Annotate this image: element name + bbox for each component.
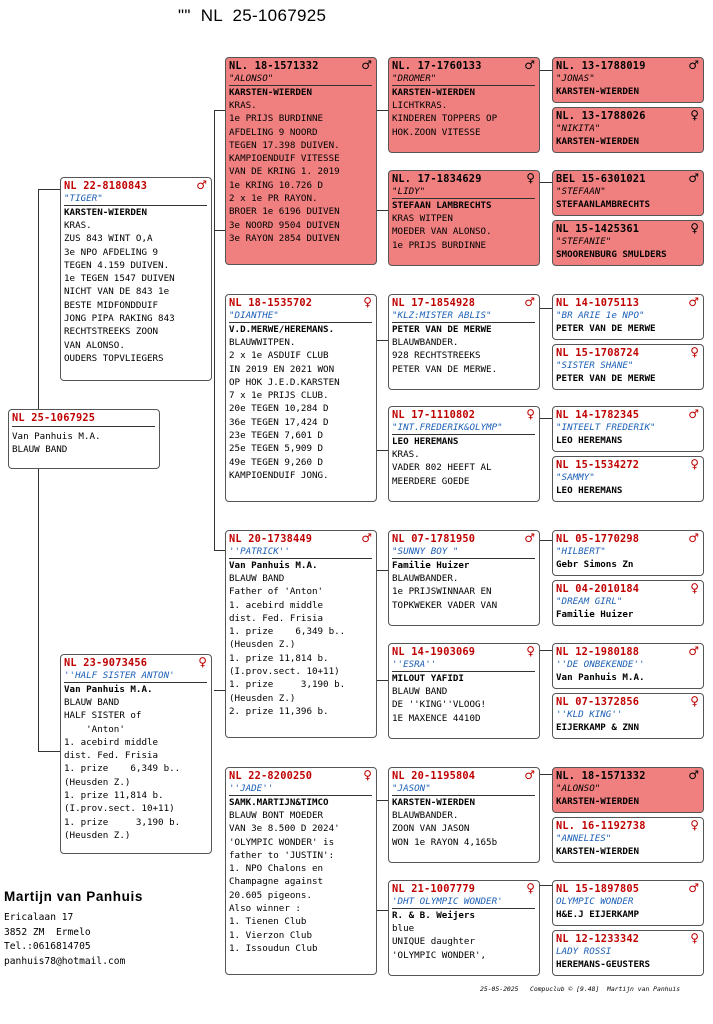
owner-name: KARSTEN-WIERDEN — [556, 136, 639, 147]
female-icon: ♀ — [690, 345, 699, 359]
pigeon-card-g4-8[interactable] — [552, 456, 704, 502]
breeder-name: Martijn van Panhuis — [4, 889, 143, 904]
pigeon-card-ggp6[interactable] — [388, 643, 540, 739]
connector — [38, 189, 60, 190]
pigeon-name: ''DE ONBEKENDE'' — [556, 659, 645, 670]
pigeon-card-ggp8[interactable] — [388, 880, 540, 976]
pigeon-card-ggp4[interactable] — [388, 406, 540, 502]
connector — [540, 418, 552, 419]
ring-number: NL 18-1535702 — [229, 297, 313, 309]
owner-name: Gebr Simons Zn — [556, 559, 634, 570]
owner-name: HEREMANS-GEUSTERS — [556, 959, 651, 970]
owner-name: Familie Huizer — [556, 609, 634, 620]
pedigree-notes: BLAUWBANDER. ZOON VAN JASON WON 1e RAYON 4,165b — [392, 810, 498, 848]
print-credit: 25-05-2025 Compuclub © [9.48] Martijn van Panhuis — [480, 985, 681, 993]
ring-number: NL 20-1195804 — [392, 770, 476, 782]
female-icon: ♀ — [526, 171, 535, 185]
pigeon-name: "DIANTHE" — [229, 309, 372, 323]
male-icon: ♂ — [196, 178, 207, 192]
connector — [38, 751, 60, 752]
owner-name: Van Panhuis M.A. — [229, 560, 318, 571]
connector — [214, 110, 215, 550]
owner-name: PETER VAN DE MERWE — [556, 373, 656, 384]
owner-name: KARSTEN-WIERDEN — [556, 796, 639, 807]
male-icon: ♂ — [688, 58, 699, 72]
ring-number: NL 12-1980188 — [556, 646, 640, 658]
pigeon-name: "ALONSO" — [556, 783, 601, 794]
pedigree-notes: BLAUW BAND Father of 'Anton' 1. acebird middle dist. Fed. Frisia 1. prize 6,349 b.. (Heusden Z.) 1. prize 11,814 b. (I.prov.sect. 10+11) 1. prize 3,190 b. (Heusden Z.) 2. prize 11,396 b. — [229, 573, 346, 717]
ring-number: NL 07-1781950 — [392, 533, 476, 545]
pigeon-name: LADY ROSSI — [556, 946, 612, 957]
pigeon-name: "INT.FREDERIK&OLYMP" — [392, 421, 535, 435]
ring-number: NL 20-1738449 — [229, 533, 313, 545]
connector — [540, 308, 552, 309]
pigeon-card-g4-4[interactable] — [552, 220, 704, 266]
pigeon-card-g4-6[interactable] — [552, 344, 704, 390]
pedigree-notes: blue UNIQUE daughter 'OLYMPIC WONDER', — [392, 923, 487, 961]
owner-name: LEO HEREMANS — [556, 485, 623, 496]
female-icon: ♀ — [363, 295, 372, 309]
pigeon-name: OLYMPIC WONDER — [556, 896, 634, 907]
pigeon-name: ''ESRA'' — [392, 658, 535, 672]
female-icon: ♀ — [526, 407, 535, 421]
female-icon: ♀ — [690, 221, 699, 235]
owner-name: LEO HEREMANS — [392, 436, 459, 447]
pigeon-card-ggp3[interactable] — [388, 294, 540, 390]
pigeon-card-g4-10[interactable] — [552, 580, 704, 626]
ring-number: NL 17-1110802 — [392, 409, 476, 421]
connector — [540, 650, 552, 651]
pigeon-name: "STEFAAN" — [556, 186, 606, 197]
ring-number: NL. 17-1834629 — [392, 173, 482, 185]
male-icon: ♂ — [688, 171, 699, 185]
owner-name: KARSTEN-WIERDEN — [392, 797, 475, 808]
owner-name: LEO HEREMANS — [556, 435, 623, 446]
pigeon-card-sire[interactable] — [60, 177, 212, 381]
ring-number: NL 23-9073456 — [64, 657, 148, 669]
ring-number: NL 04-2010184 — [556, 583, 640, 595]
ring-number: NL. 18-1571332 — [229, 60, 319, 72]
ring-number: NL 15-1897805 — [556, 883, 640, 895]
pigeon-card-g4-14[interactable] — [552, 817, 704, 863]
male-icon: ♂ — [688, 407, 699, 421]
ring-number: NL 05-1770298 — [556, 533, 640, 545]
ring-number: NL 07-1372856 — [556, 696, 640, 708]
pigeon-card-g4-5[interactable] — [552, 294, 704, 340]
male-icon: ♂ — [361, 58, 372, 72]
ring-number: NL. 18-1571332 — [556, 770, 646, 782]
owner-name: KARSTEN-WIERDEN — [229, 87, 312, 98]
pigeon-card-ggp5[interactable] — [388, 530, 540, 626]
pedigree-notes: Van Panhuis M.A. BLAUW BAND — [12, 431, 101, 456]
female-icon: ♀ — [690, 108, 699, 122]
pigeon-card-g4-3[interactable] — [552, 170, 704, 216]
pigeon-card-ggp2[interactable] — [388, 170, 540, 266]
male-icon: ♂ — [524, 295, 535, 309]
pigeon-name: "INTEELT FREDERIK" — [556, 422, 656, 433]
pigeon-card-g4-15[interactable] — [552, 880, 704, 926]
female-icon: ♀ — [526, 644, 535, 658]
male-icon: ♂ — [688, 644, 699, 658]
email-link[interactable]: panhuis78@hotmail.com — [4, 955, 126, 967]
ring-number: NL. 16-1192738 — [556, 820, 646, 832]
pedigree-notes: BLAUWBANDER. 1e PRIJSWINNAAR EN TOPKWEKER VADER VAN — [392, 573, 498, 611]
ring-number: NL 15-1708724 — [556, 347, 640, 359]
ring-number: NL 14-1075113 — [556, 297, 640, 309]
owner-name: STEFAAN LAMBRECHTS — [392, 200, 492, 211]
pedigree-notes: BLAUW BONT MOEDER VAN 3e 8.500 D 2024' 'OLYMPIC WONDER' is father to 'JUSTIN': 1. NPO Chalons en Champagne against 20.605 pigeons. Also winner : 1. Tienen Club 1. Vierzon Club 1. Issoudun Club — [229, 810, 340, 954]
male-icon: ♂ — [524, 531, 535, 545]
connector — [38, 189, 39, 411]
pigeon-name: "JONAS" — [556, 73, 595, 84]
page-title: "" NL 25-1067925 — [178, 6, 327, 25]
ring-number: NL 12-1233342 — [556, 933, 640, 945]
owner-name: MILOUT YAFIDI — [392, 673, 464, 684]
pigeon-card-g4-13[interactable] — [552, 767, 704, 813]
connector — [540, 70, 552, 71]
owner-name: PETER VAN DE MERWE — [556, 323, 656, 334]
male-icon: ♂ — [524, 58, 535, 72]
female-icon: ♀ — [690, 694, 699, 708]
pigeon-card-g4-2[interactable] — [552, 107, 704, 153]
pigeon-name: "DROMER" — [392, 72, 535, 86]
pigeon-card-g4-11[interactable] — [552, 643, 704, 689]
female-icon: ♀ — [690, 931, 699, 945]
male-icon: ♂ — [688, 768, 699, 782]
pedigree-notes: BLAUWBANDER. 928 RECHTSTREEKS PETER VAN DE MERWE. — [392, 337, 498, 375]
male-icon: ♂ — [361, 531, 372, 545]
pigeon-card-g4-7[interactable] — [552, 406, 704, 452]
connector — [38, 469, 39, 751]
male-icon: ♂ — [524, 768, 535, 782]
pigeon-name: "TIGER" — [64, 192, 207, 206]
ring-number: NL. 17-1760133 — [392, 60, 482, 72]
ring-number: NL 15-1425361 — [556, 223, 640, 235]
pigeon-card-gp3[interactable] — [225, 530, 377, 738]
pigeon-name: ''JADE'' — [229, 782, 372, 796]
ring-number: NL 22-8200250 — [229, 770, 313, 782]
pigeon-name: "NIKITA" — [556, 123, 601, 134]
pigeon-card-ggp7[interactable] — [388, 767, 540, 863]
pedigree-notes: KRAS. 1e PRIJS BURDINNE AFDELING 9 NOORD TEGEN 17.398 DUIVEN. KAMPIOENDUIF VITESSE VAN DE KRING 1. 2019 1e KRING 10.726 D 2 x 1e PR RAYON. BROER 1e 6196 DUIVEN 3e NOORD 9504 DUIVEN 3e RAYON 2854 DUIVEN — [229, 100, 340, 244]
male-icon: ♂ — [688, 881, 699, 895]
owner-name: H&E.J EIJERKAMP — [556, 909, 639, 920]
owner-name: KARSTEN-WIERDEN — [556, 846, 639, 857]
pigeon-name: "DREAM GIRL" — [556, 596, 623, 607]
ring-number: NL 15-1534272 — [556, 459, 640, 471]
pigeon-card-g4-9[interactable] — [552, 530, 704, 576]
connector — [540, 540, 552, 541]
female-icon: ♀ — [690, 581, 699, 595]
owner-name: EIJERKAMP & ZNN — [556, 722, 639, 733]
pigeon-card-dam[interactable] — [60, 654, 212, 854]
ring-number: NL 14-1782345 — [556, 409, 640, 421]
breeder-contact: Ericalaan 17 3852 ZM Ermelo Tel.:0616814705 panhuis78@hotmail.com — [4, 912, 126, 967]
ring-number: NL 25-1067925 — [12, 412, 155, 427]
pigeon-name: "SISTER SHANE" — [556, 360, 634, 371]
owner-name: PETER VAN DE MERWE — [392, 324, 492, 335]
pedigree-notes: KRAS WITPEN MOEDER VAN ALONSO. 1e PRIJS BURDINNE — [392, 213, 492, 251]
pedigree-notes: BLAUWWITPEN. 2 x 1e ASDUIF CLUB IN 2019 EN 2021 WON OP HOK J.E.D.KARSTEN 7 x 1e PRIJS CLUB. 20e TEGEN 10,284 D 36e TEGEN 17,424 D 23e TEGEN 7,601 D 25e TEGEN 5,909 D 49e TEGEN 9,260 D KAMPIOENDUIF JONG. — [229, 337, 340, 481]
owner-name: V.D.MERWE/HEREMANS. — [229, 324, 335, 335]
pedigree-notes: KRAS. ZUS 843 WINT O,A 3e NPO AFDELING 9 TEGEN 4.159 DUIVEN. 1e TEGEN 1547 DUIVEN NICHT VAN DE 843 1e BESTE MIDFONDDUIF JONG PIPA RAKING 843 RECHTSTREEKS ZOON VAN ALONSO. OUDERS TOPVLIEGERS — [64, 220, 175, 364]
owner-name: SMOORENBURG SMULDERS — [556, 249, 667, 260]
pigeon-name: ''HALF SISTER ANTON' — [64, 669, 207, 683]
pigeon-card-gp4[interactable] — [225, 767, 377, 975]
pedigree-notes: LICHTKRAS. KINDEREN TOPPERS OP HOK.ZOON VITESSE — [392, 100, 498, 138]
owner-name: STEFAANLAMBRECHTS — [556, 199, 651, 210]
pigeon-card-g4-16[interactable] — [552, 930, 704, 976]
pigeon-name: "KLZ:MISTER ABLIS" — [392, 309, 535, 323]
owner-name: KARSTEN-WIERDEN — [392, 87, 475, 98]
pigeon-name: "ALONSO" — [229, 72, 372, 86]
ring-number: NL 17-1854928 — [392, 297, 476, 309]
pigeon-name: "JASON" — [392, 782, 535, 796]
pigeon-name: "BR ARIE 1e NPO" — [556, 310, 645, 321]
owner-name: KARSTEN-WIERDEN — [556, 86, 639, 97]
pigeon-name: ''PATRICK'' — [229, 545, 372, 559]
male-icon: ♂ — [688, 531, 699, 545]
female-icon: ♀ — [526, 881, 535, 895]
pigeon-name: "SUNNY BOY " — [392, 545, 535, 559]
pigeon-name: "ANNELIES" — [556, 833, 612, 844]
pedigree-notes: KRAS. VADER 802 HEEFT AL MEERDERE GOEDE — [392, 449, 492, 487]
owner-name: KARSTEN-WIERDEN — [64, 207, 147, 218]
pedigree-notes: BLAUW BAND HALF SISTER of 'Anton' 1. acebird middle dist. Fed. Frisia 1. prize 6,349 b.. (Heusden Z.) 1. prize 11,814 b. (I.prov.sect. 10+11) 1. prize 3,190 b. (Heusden Z.) — [64, 697, 181, 841]
pigeon-card-ggp1[interactable] — [388, 57, 540, 153]
owner-name: R. & B. Weijers — [392, 910, 475, 921]
ring-number: NL. 13-1788019 — [556, 60, 646, 72]
pigeon-card-root[interactable] — [8, 409, 160, 469]
female-icon: ♀ — [363, 768, 372, 782]
pedigree-notes: BLAUW BAND DE ''KING''VLOOG! 1E MAXENCE 4410D — [392, 686, 487, 724]
female-icon: ♀ — [198, 655, 207, 669]
owner-name: Van Panhuis M.A. — [556, 672, 645, 683]
pigeon-card-g4-12[interactable] — [552, 693, 704, 739]
connector — [540, 182, 552, 183]
female-icon: ♀ — [690, 457, 699, 471]
pigeon-name: "LIDY" — [392, 185, 535, 199]
pigeon-card-gp2[interactable] — [225, 294, 377, 502]
ring-number: BEL 15-6301021 — [556, 173, 646, 185]
ring-number: NL. 13-1788026 — [556, 110, 646, 122]
owner-name: SAMK.MARTIJN&TIMCO — [229, 797, 329, 808]
ring-number: NL 22-8180843 — [64, 180, 148, 192]
male-icon: ♂ — [688, 295, 699, 309]
pigeon-name: "HILBERT" — [556, 546, 606, 557]
ring-number: NL 14-1903069 — [392, 646, 476, 658]
ring-number: NL 21-1007779 — [392, 883, 476, 895]
owner-name: Van Panhuis M.A. — [64, 684, 153, 695]
owner-name: Familie Huizer — [392, 560, 470, 571]
connector — [540, 774, 552, 775]
connector — [540, 885, 552, 886]
pigeon-card-gp1[interactable] — [225, 57, 377, 265]
pigeon-name: "STEFANIE" — [556, 236, 612, 247]
female-icon: ♀ — [690, 818, 699, 832]
pigeon-name: ''KLD KING'' — [556, 709, 623, 720]
pigeon-name: 'DHT OLYMPIC WONDER' — [392, 895, 535, 909]
pigeon-card-g4-1[interactable] — [552, 57, 704, 103]
pigeon-name: "SAMMY" — [556, 472, 595, 483]
